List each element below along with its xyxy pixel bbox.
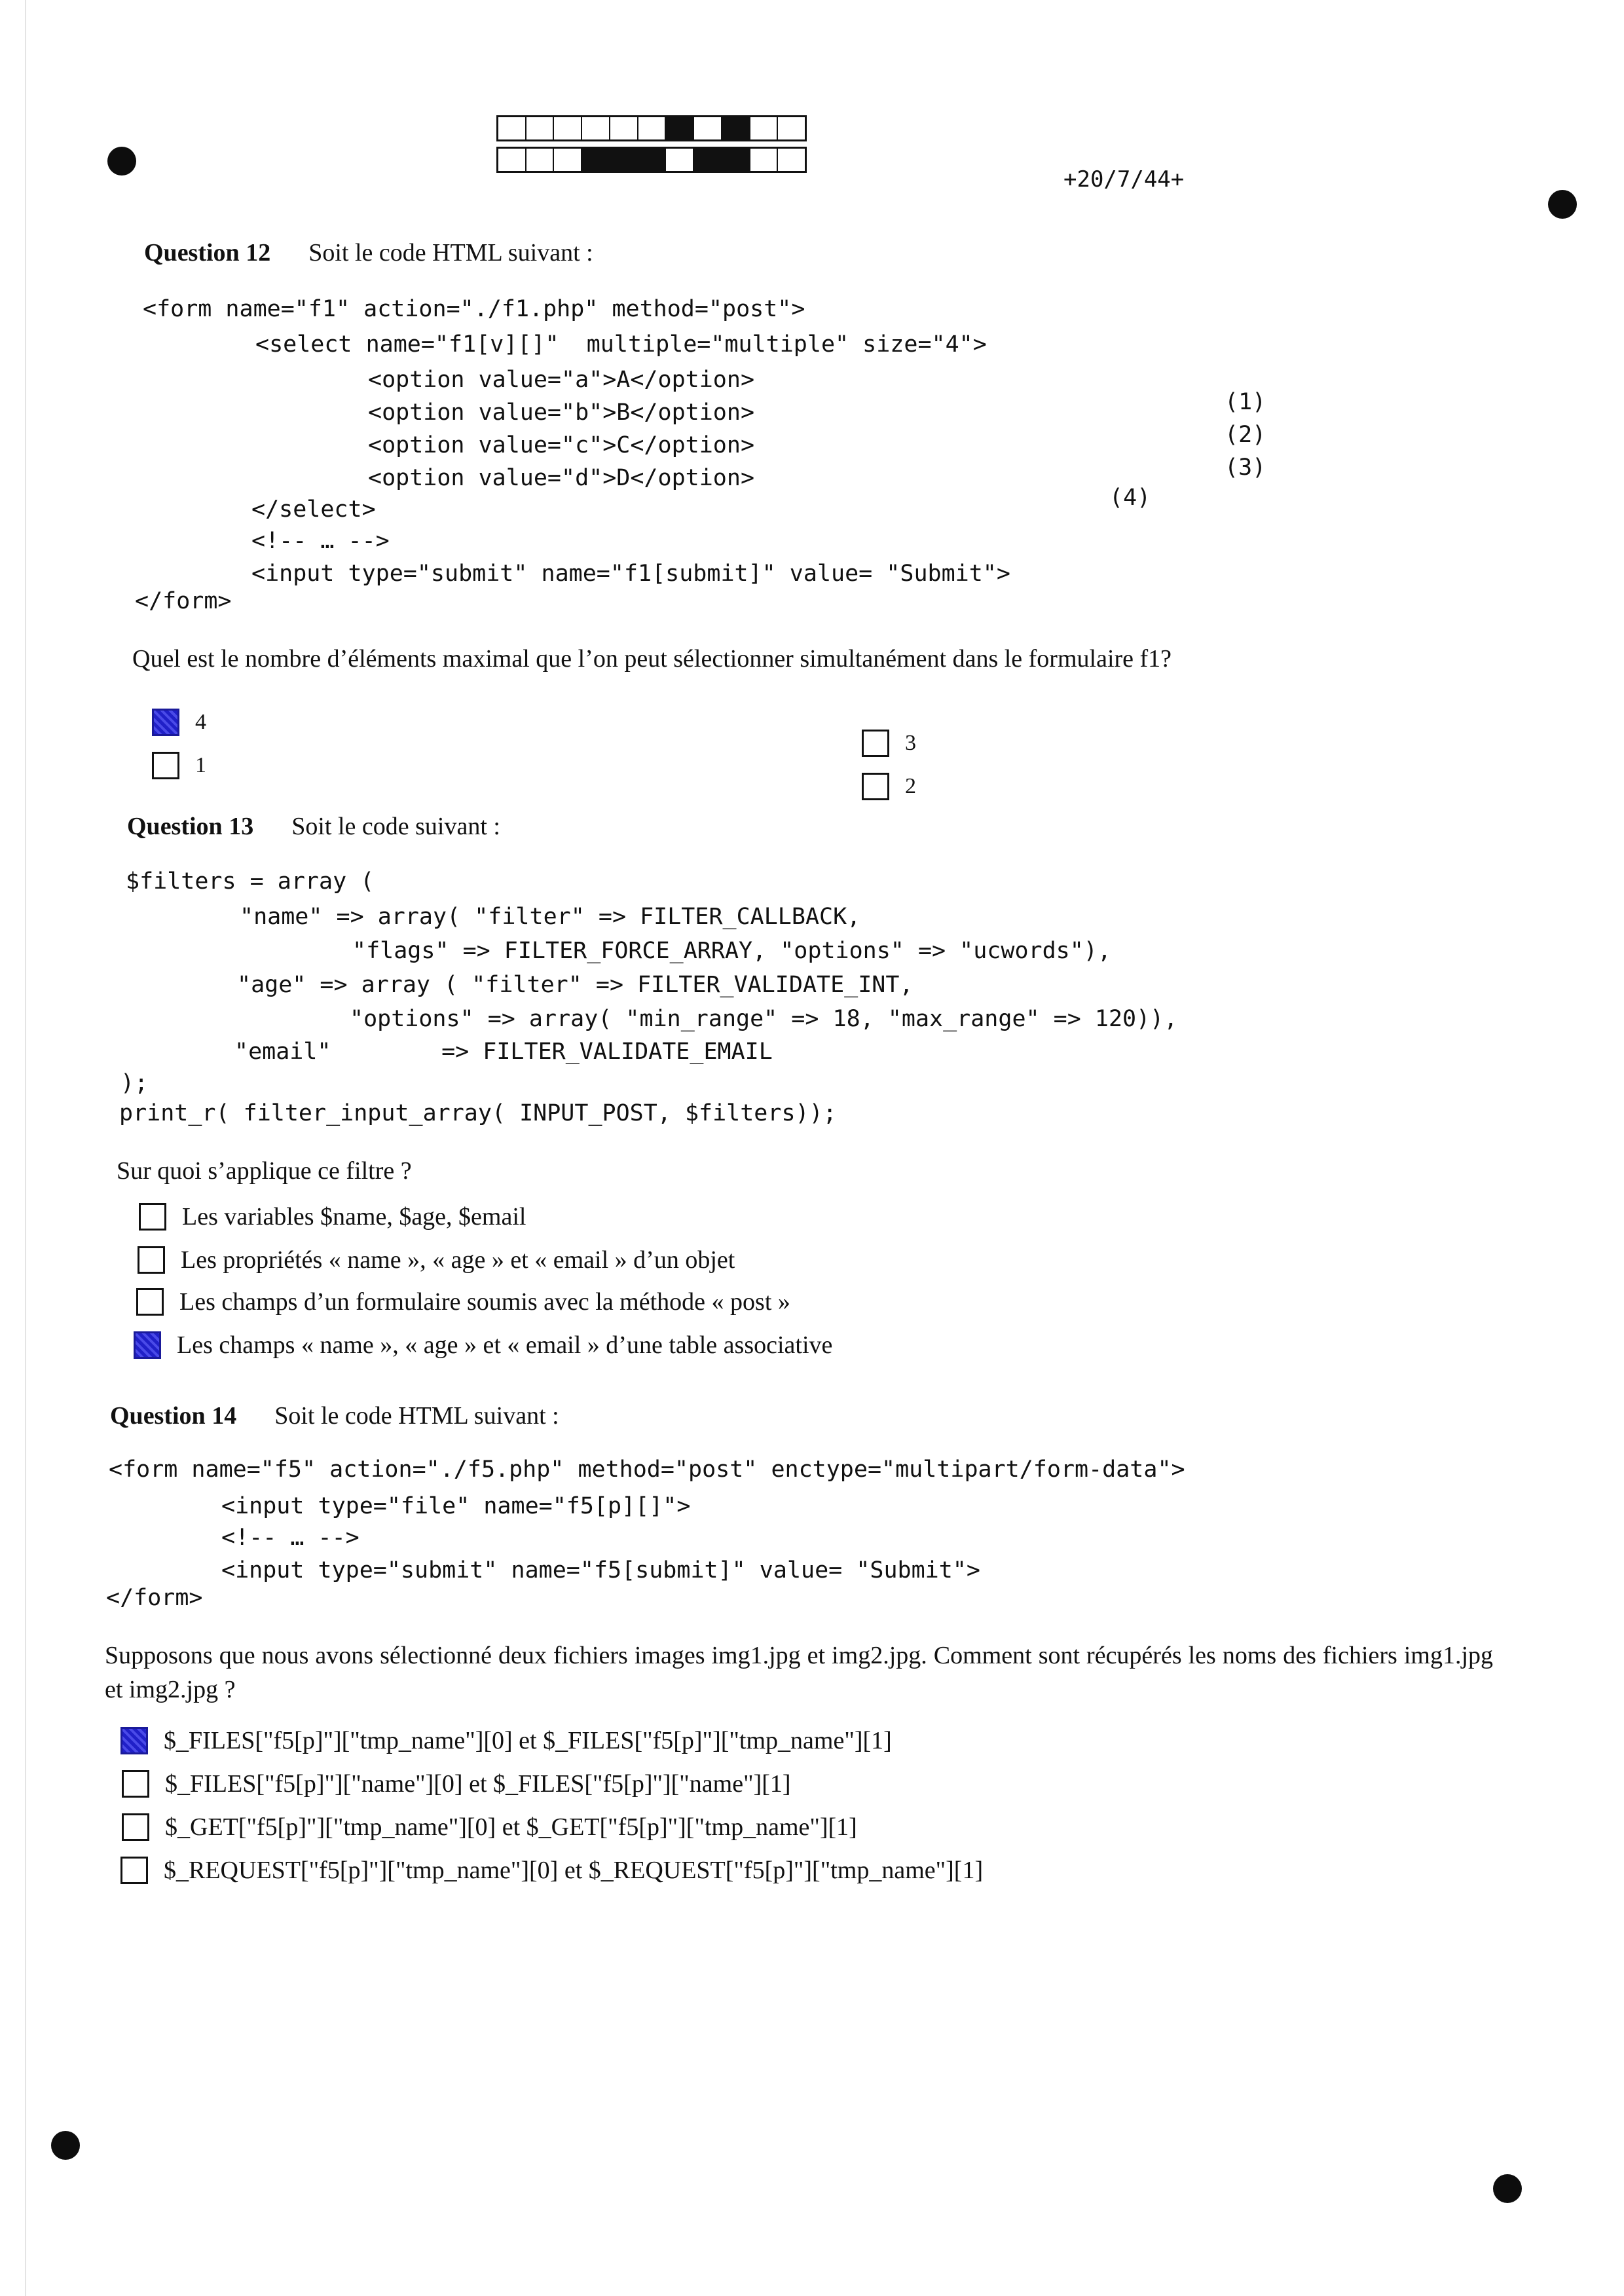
question-number: Question 12: [144, 239, 271, 267]
option-label: 1: [195, 753, 206, 777]
q13-option-3[interactable]: [136, 1287, 790, 1316]
checkbox[interactable]: [138, 1246, 165, 1274]
question-14-title: [110, 1401, 559, 1430]
barcode-cell: [582, 149, 610, 171]
barcode-cell: [638, 117, 667, 139]
option-label: Les variables $name, $age, $email: [182, 1203, 526, 1231]
page-barcode-row-2: [496, 147, 807, 173]
q13-code-line-2: "name" => array( "filter" => FILTER_CALLBACK,: [240, 904, 861, 930]
scan-edge: [25, 0, 26, 2296]
q12-code-line-6: <option value="d">D</option>: [368, 465, 755, 491]
q12-code-line-10: </form>: [135, 588, 232, 614]
barcode-cell: [778, 149, 805, 171]
option-label: $_REQUEST["f5[p]"]["tmp_name"][0] et $_REQUEST["f5[p]"]["tmp_name"][1]: [164, 1857, 984, 1884]
question-intro: Soit le code HTML suivant :: [308, 239, 593, 267]
q13-code-line-8: print_r( filter_input_array( INPUT_POST, $filters));: [119, 1100, 837, 1126]
q13-prompt: Sur quoi s’applique ce filtre ?: [117, 1157, 412, 1185]
barcode-cell: [554, 149, 582, 171]
q12-code-line-9: <input type="submit" name="f1[submit]" value= "Submit">: [251, 561, 1010, 587]
barcode-cell: [722, 117, 750, 139]
q12-code-line-7: </select>: [251, 496, 376, 523]
barcode-cell: [610, 149, 638, 171]
option-label: 2: [905, 774, 916, 798]
registration-mark-top-right: [1548, 190, 1577, 219]
q14-code-line-5: </form>: [106, 1585, 203, 1611]
q12-marker-3: (3): [1225, 454, 1266, 481]
barcode-cell: [666, 149, 694, 171]
option-label: 3: [905, 731, 916, 755]
q12-option-3[interactable]: [862, 730, 916, 757]
barcode-cell: [750, 149, 779, 171]
q13-option-1[interactable]: [139, 1202, 526, 1231]
option-label: Les champs « name », « age » et « email » d’une table associative: [177, 1331, 833, 1359]
q14-code-line-3: <!-- … -->: [221, 1525, 360, 1551]
option-label: $_FILES["f5[p]"]["name"][0] et $_FILES["f5[p]"]["name"][1]: [165, 1770, 791, 1798]
checkbox[interactable]: [122, 1813, 149, 1841]
option-label: 4: [195, 710, 206, 734]
q13-code-line-6: "email" => FILTER_VALIDATE_EMAIL: [234, 1039, 773, 1065]
barcode-cell: [694, 149, 722, 171]
checkbox[interactable]: [862, 773, 889, 800]
barcode-cell: [610, 117, 638, 139]
q12-code-line-8: <!-- … -->: [251, 528, 390, 554]
checkbox[interactable]: [120, 1857, 148, 1884]
barcode-cell: [526, 117, 555, 139]
q12-code-line-5: <option value="c">C</option>: [368, 432, 755, 458]
barcode-cell: [498, 117, 526, 139]
option-label: $_FILES["f5[p]"]["tmp_name"][0] et $_FILES["f5[p]"]["tmp_name"][1]: [164, 1727, 892, 1754]
q13-code-line-5: "options" => array( "min_range" => 18, "max_range" => 120)),: [350, 1006, 1178, 1032]
barcode-cell: [750, 117, 779, 139]
q12-marker-2: (2): [1225, 422, 1266, 448]
q12-code-line-2: <select name="f1[v][]" multiple="multiple" size="4">: [255, 331, 987, 358]
q13-option-4[interactable]: [134, 1331, 832, 1360]
q14-code-line-2: <input type="file" name="f5[p][]">: [221, 1493, 691, 1519]
q13-code-line-4: "age" => array ( "filter" => FILTER_VALIDATE_INT,: [237, 972, 913, 998]
barcode-cell: [498, 149, 526, 171]
barcode-cell: [526, 149, 555, 171]
q12-code-line-3: <option value="a">A</option>: [368, 367, 755, 393]
checkbox[interactable]: [862, 730, 889, 757]
q14-option-4[interactable]: [120, 1856, 983, 1885]
q12-code-line-4: <option value="b">B</option>: [368, 399, 755, 426]
registration-mark-bottom-right: [1493, 2174, 1522, 2203]
checkbox[interactable]: [152, 752, 179, 779]
option-label: $_GET["f5[p]"]["tmp_name"][0] et $_GET["f5[p]"]["tmp_name"][1]: [165, 1813, 857, 1841]
checkbox[interactable]: [134, 1331, 161, 1359]
question-12-title: [144, 238, 593, 267]
page-barcode-row-1: [496, 115, 807, 141]
question-intro: Soit le code HTML suivant :: [274, 1402, 559, 1430]
question-number: Question 14: [110, 1402, 237, 1430]
question-intro: Soit le code suivant :: [291, 813, 500, 840]
question-number: Question 13: [127, 813, 254, 840]
registration-mark-top-left: [107, 147, 136, 176]
barcode-cell: [638, 149, 667, 171]
page-reference: +20/7/44+: [1063, 166, 1185, 193]
barcode-cell: [722, 149, 750, 171]
option-label: Les propriétés « name », « age » et « email » d’un objet: [181, 1246, 735, 1274]
q12-option-4[interactable]: [862, 773, 916, 800]
q12-prompt: Quel est le nombre d’éléments maximal que l’on peut sélectionner simultanément dans le formulaire f1?: [132, 645, 1172, 673]
barcode-cell: [778, 117, 805, 139]
q14-option-2[interactable]: [122, 1769, 791, 1798]
q12-option-2[interactable]: [152, 752, 206, 779]
q14-code-line-1: <form name="f5" action="./f5.php" method="post" enctype="multipart/form-data">: [109, 1456, 1185, 1483]
barcode-cell: [666, 117, 694, 139]
q14-option-1[interactable]: [120, 1726, 892, 1755]
question-13-title: [127, 812, 500, 841]
q13-code-line-1: $filters = array (: [126, 868, 375, 895]
barcode-cell: [554, 117, 582, 139]
checkbox[interactable]: [139, 1203, 166, 1231]
q12-option-1[interactable]: [152, 709, 206, 736]
checkbox[interactable]: [152, 709, 179, 736]
q12-marker-1: (1): [1225, 389, 1266, 415]
q14-prompt: Supposons que nous avons sélectionné deux fichiers images img1.jpg et img2.jpg. Comment sont récupérés les noms des fichiers img1.jpg et img2.jpg ?: [105, 1642, 1493, 1703]
barcode-cell: [694, 117, 722, 139]
option-label: Les champs d’un formulaire soumis avec la méthode « post »: [179, 1288, 790, 1316]
q13-code-line-3: "flags" => FILTER_FORCE_ARRAY, "options" => "ucwords"),: [352, 938, 1111, 964]
registration-mark-bottom-left: [51, 2131, 80, 2160]
checkbox[interactable]: [122, 1770, 149, 1798]
q14-code-line-4: <input type="submit" name="f5[submit]" value= "Submit">: [221, 1557, 980, 1583]
q12-marker-4: (4): [1109, 485, 1151, 511]
barcode-cell: [582, 117, 610, 139]
checkbox[interactable]: [120, 1727, 148, 1754]
q12-code-line-1: <form name="f1" action="./f1.php" method="post">: [143, 296, 805, 322]
q14-option-3[interactable]: [122, 1813, 857, 1842]
q13-option-2[interactable]: [138, 1246, 735, 1274]
q13-code-line-7: );: [120, 1070, 149, 1096]
checkbox[interactable]: [136, 1288, 164, 1316]
